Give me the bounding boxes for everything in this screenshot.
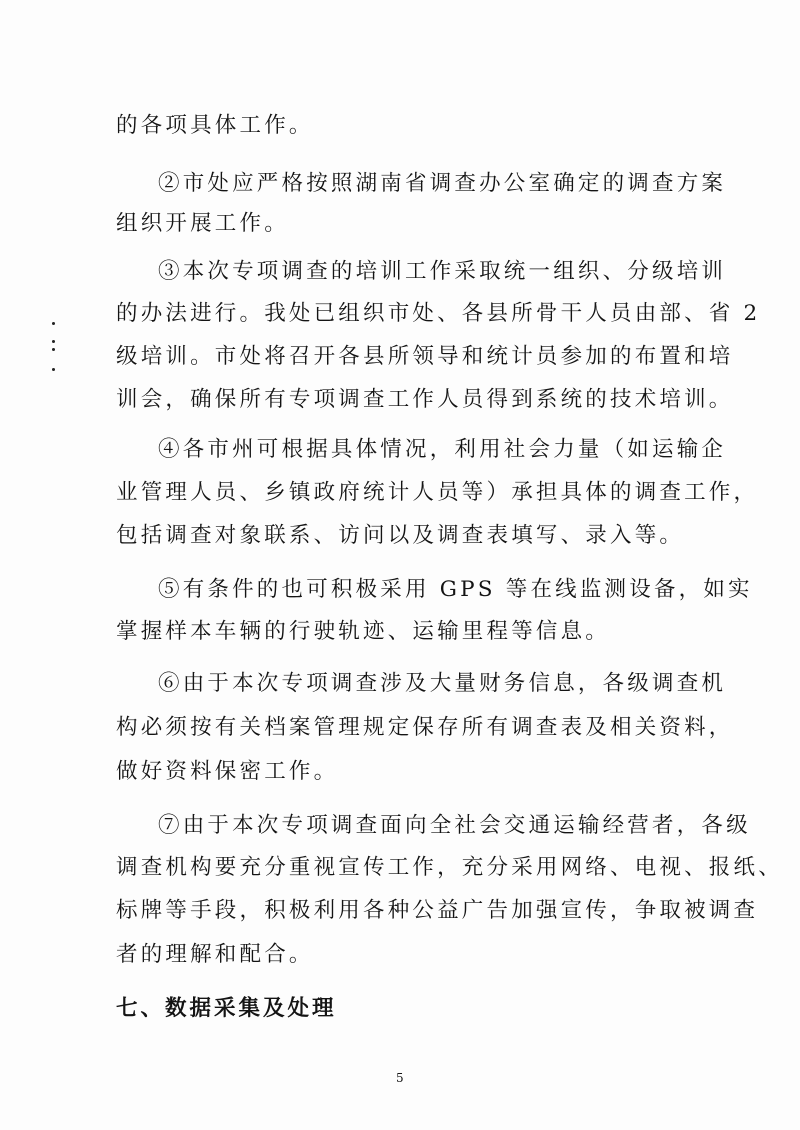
- body-line: ⑤有条件的也可积极采用 GPS 等在线监测设备，如实: [158, 577, 753, 602]
- body-line: 者的理解和配合。: [116, 942, 314, 967]
- body-line: 调查机构要充分重视宣传工作，充分采用网络、电视、报纸、: [116, 855, 783, 880]
- body-line: ④各市州可根据具体情况，利用社会力量（如运输企: [158, 437, 727, 462]
- body-line: ②市处应严格按照湖南省调查办公室确定的调查方案: [158, 171, 727, 196]
- body-line: 标牌等手段，积极利用各种公益广告加强宣传，争取被调查: [116, 898, 759, 923]
- body-line: 的各项具体工作。: [116, 113, 314, 138]
- body-line: 包括调查对象联系、访问以及调查表填写、录入等。: [116, 523, 685, 548]
- body-line: ⑦由于本次专项调查面向全社会交通运输经营者，各级: [158, 813, 751, 838]
- binding-hole-marks: [50, 318, 58, 378]
- body-line: ③本次专项调查的培训工作采取统一组织、分级培训: [158, 259, 727, 284]
- body-line: 做好资料保密工作。: [116, 759, 339, 784]
- body-line: 训会，确保所有专项调查工作人员得到系统的技术培训。: [116, 387, 734, 412]
- section-heading: 七、数据采集及处理: [116, 996, 337, 1021]
- body-line: 组织开展工作。: [116, 211, 289, 236]
- body-line: ⑥由于本次专项调查涉及大量财务信息，各级调查机: [158, 671, 727, 696]
- body-line: 级培训。市处将召开各县所领导和统计员参加的布置和培: [116, 344, 734, 369]
- page-number: 5: [396, 1071, 404, 1085]
- body-line: 业管理人员、乡镇政府统计人员等）承担具体的调查工作，: [116, 480, 759, 505]
- body-line: 构必须按有关档案管理规定保存所有调查表及相关资料，: [116, 715, 734, 740]
- body-line: 的办法进行。我处已组织市处、各县所骨干人员由部、省 2: [116, 301, 761, 326]
- body-line: 掌握样本车辆的行驶轨迹、运输里程等信息。: [116, 619, 611, 644]
